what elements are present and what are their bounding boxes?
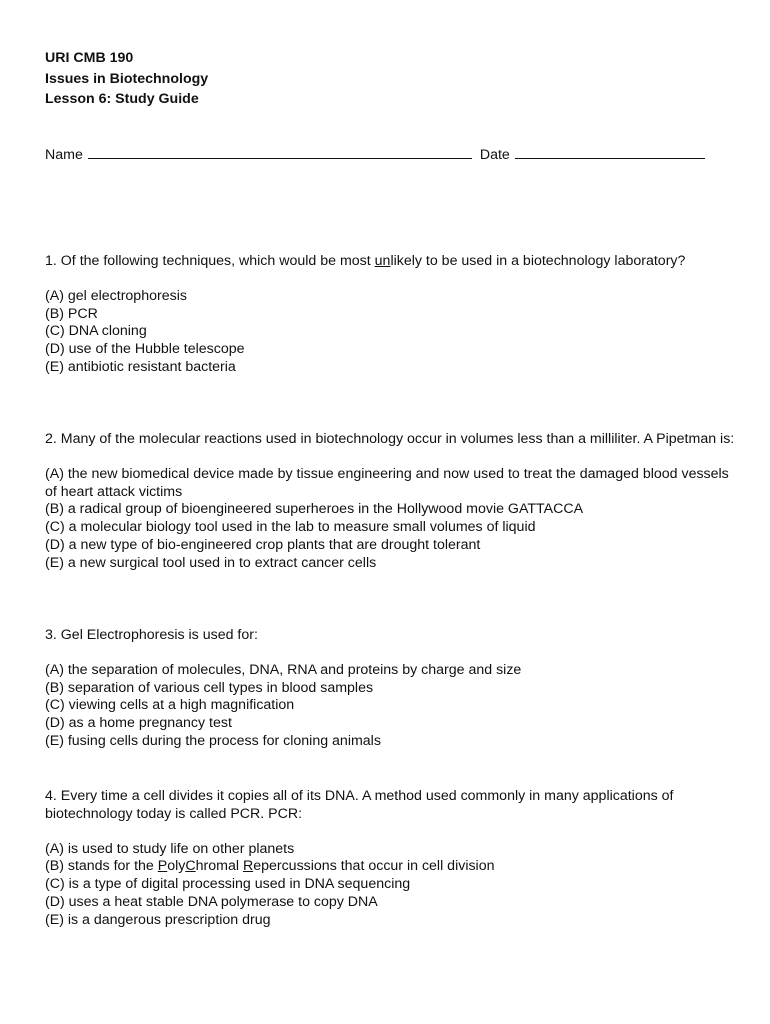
question-text-part: 1. Of the following techniques, which would be most xyxy=(45,253,375,269)
choice-d: (D) a new type of bio-engineered crop plants that are drought tolerant xyxy=(45,536,481,553)
name-blank[interactable] xyxy=(88,145,472,159)
question-text: 3. Gel Electrophoresis is used for: xyxy=(45,627,258,643)
choice-c: (C) is a type of digital processing used in DNA sequencing xyxy=(45,876,411,893)
choice-d: (D) as a home pregnancy test xyxy=(45,715,232,732)
choice-text-part: hromal xyxy=(195,858,243,875)
question-1 xyxy=(45,253,735,377)
question-3 xyxy=(45,627,735,751)
choice-text-part: epercussions that occur in cell division xyxy=(253,858,495,875)
choice-c: (C) DNA cloning xyxy=(45,323,147,340)
choice-a: (A) the new biomedical device made by tissue engineering and now used to treat the damaged blood vessels of heart attack victims xyxy=(45,465,729,500)
choice-text-part: oly xyxy=(167,858,186,875)
lesson-title: Lesson 6: Study Guide xyxy=(45,91,199,107)
course-code: URI CMB 190 xyxy=(45,50,134,66)
choice-text-emphasis: C xyxy=(185,858,196,875)
choice-list xyxy=(45,288,735,377)
choice-e: (E) a new surgical tool used in to extract cancer cells xyxy=(45,554,377,571)
choice-c: (C) viewing cells at a high magnification xyxy=(45,697,295,714)
choice-e: (E) antibiotic resistant bacteria xyxy=(45,358,236,375)
course-subject: Issues in Biotechnology xyxy=(45,70,209,87)
question-text-emphasis: un xyxy=(374,253,391,269)
choice-list xyxy=(45,841,735,930)
choice-e: (E) fusing cells during the process for cloning animals xyxy=(45,732,381,749)
question-text: 4. Every time a cell divides it copies all of its DNA. A method used commonly in many applications of biotechnology today is called PCR. PCR: xyxy=(45,788,674,822)
question-text xyxy=(45,253,735,271)
choice-list xyxy=(45,466,735,573)
choice-text-emphasis: P xyxy=(157,858,168,875)
date-blank[interactable] xyxy=(515,145,705,159)
choice-d: (D) uses a heat stable DNA polymerase to copy DNA xyxy=(45,893,378,910)
choice-b: (B) a radical group of bioengineered superheroes in the Hollywood movie GATTACCA xyxy=(45,501,584,518)
choice-a: (A) is used to study life on other planets xyxy=(45,840,295,857)
choice-b xyxy=(45,858,735,876)
question-text-part: likely to be used in a biotechnology laboratory? xyxy=(390,253,686,269)
date-label: Date xyxy=(479,147,510,163)
choice-text-part: (B) stands for the xyxy=(45,858,158,875)
name-label: Name xyxy=(45,147,83,163)
choice-a: (A) gel electrophoresis xyxy=(45,287,187,304)
choice-d: (D) use of the Hubble telescope xyxy=(45,341,245,358)
choice-b: (B) separation of various cell types in blood samples xyxy=(45,679,374,696)
question-text: 2. Many of the molecular reactions used in biotechnology occur in volumes less than a milliliter. A Pipetman is: xyxy=(45,431,735,447)
question-2 xyxy=(45,431,735,573)
choice-a: (A) the separation of molecules, DNA, RNA and proteins by charge and size xyxy=(45,661,522,678)
question-4 xyxy=(45,788,735,930)
document-header xyxy=(45,48,208,110)
choice-text-emphasis: R xyxy=(242,858,254,875)
choice-e: (E) is a dangerous prescription drug xyxy=(45,911,271,928)
choice-b: (B) PCR xyxy=(45,305,98,322)
name-date-line xyxy=(45,145,705,165)
choice-c: (C) a molecular biology tool used in the lab to measure small volumes of liquid xyxy=(45,519,536,536)
choice-list xyxy=(45,662,735,751)
